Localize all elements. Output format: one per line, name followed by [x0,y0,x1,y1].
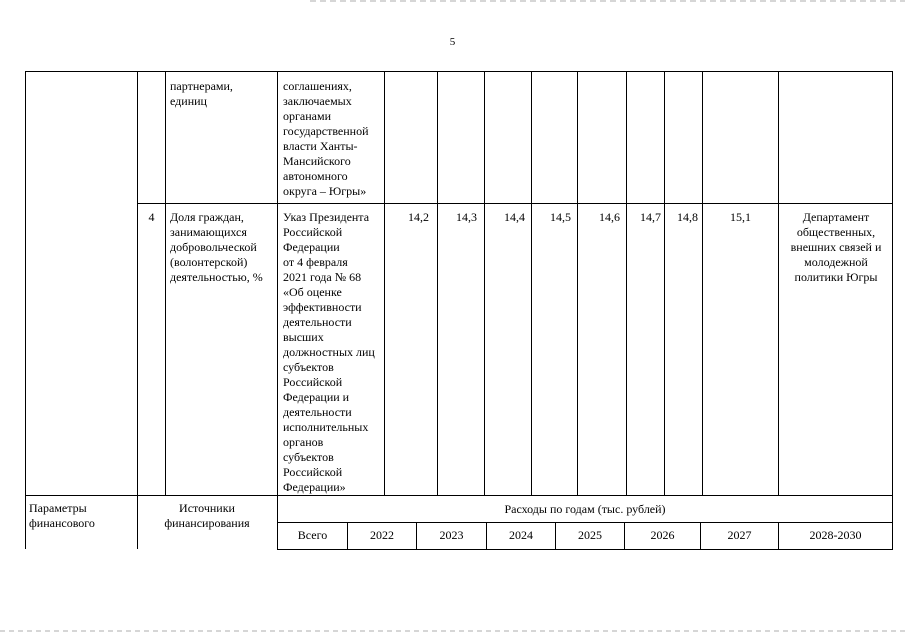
finance-params-label: Параметры финансового [29,501,95,530]
column-header: 2028-2030 [809,528,862,542]
value-cell: 14,3 [456,210,477,224]
continued-indicator-basis: соглашениях, заключаемых органами государственной власти Ханты- Мансийского автономного округа – Югры» [283,79,369,198]
value-cell: 14,8 [677,210,698,224]
value-cell: 15,1 [730,210,751,224]
value-cell: 14,5 [550,210,571,224]
finance-sources-label: Источники финансирования [164,501,250,530]
page-number: 5 [449,36,456,48]
value-cell: 14,2 [408,210,429,224]
indicator-basis: Указ Президента Российской Федерации от 4 февраля 2021 года № 68 «Об оценке эффективности деятельности высших должностных лиц субъектов Российской Федерации и деятельности исполнительных органов субъектов Российской Федерации» [283,210,375,494]
column-header: 2023 [439,528,464,542]
value-cell: 14,7 [640,210,661,224]
column-header: 2027 [727,528,752,542]
column-header: 2026 [650,528,675,542]
value-cell: 14,4 [504,210,525,224]
column-header: 2024 [509,528,533,542]
value-cell: 14,6 [599,210,620,224]
row-number: 4 [148,210,155,224]
responsible-department: Департамент общественных, внешних связей и молодежной политики Югры [790,210,882,284]
column-header: 2025 [578,528,602,542]
continued-indicator-name: партнерами, единиц [170,79,233,108]
expenses-header: Расходы по годам (тыс. рублей) [504,502,666,516]
scan-artifact-top [310,0,905,2]
scan-artifact-bottom [0,630,905,632]
column-header: 2022 [370,528,394,542]
indicator-name: Доля граждан, занимающихся добровольческой (волонтерской) деятельностью, % [170,210,263,284]
column-header: Всего [297,528,328,542]
